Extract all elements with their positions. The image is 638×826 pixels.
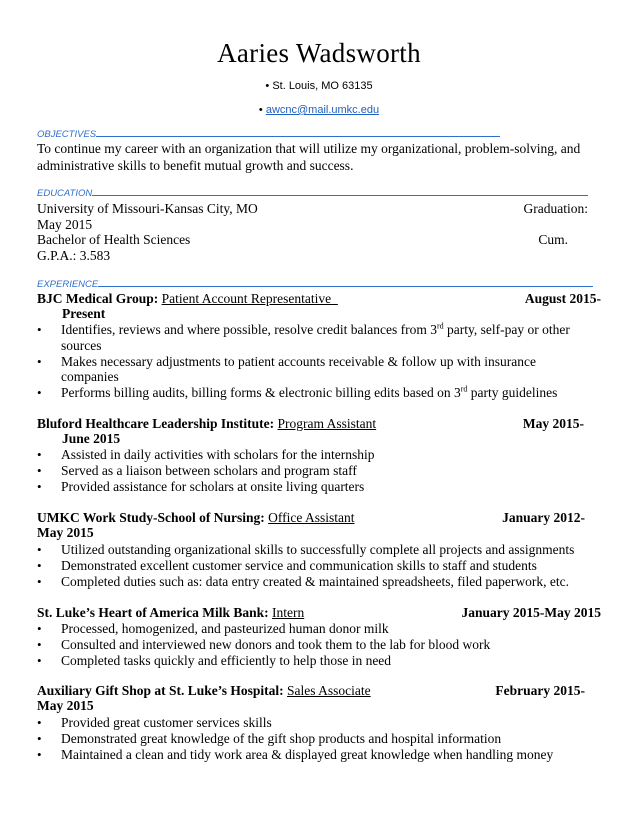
job-employer: Auxiliary Gift Shop at St. Luke’s Hospital: — [37, 683, 284, 698]
bullet-icon: • — [258, 104, 263, 116]
list-bullet: • — [37, 731, 42, 746]
education-graduation-label: Graduation: — [523, 201, 588, 216]
bullet-icon: • — [265, 80, 270, 92]
location-text: St. Louis, MO 63135 — [272, 80, 373, 92]
list-item: Provided assistance for scholars at onsite living quarters — [61, 479, 365, 494]
job-title: Sales Associate — [287, 683, 371, 698]
job-date: August 2015- — [524, 291, 601, 306]
list-item: Demonstrated excellent customer service and communication skills to staff and students — [61, 558, 537, 573]
list-item: Completed duties such as: data entry created & maintained spreadsheets, filed paperwork, etc. — [61, 574, 569, 589]
education-gpa: G.P.A.: 3.583 — [37, 248, 111, 263]
list-item: Consulted and interviewed new donors and took them to the lab for blood work — [61, 637, 491, 652]
objectives-heading: OBJECTIVES — [37, 127, 500, 140]
job-header — [37, 605, 304, 621]
list-item-cont: companies — [61, 369, 119, 384]
objectives-text-line1: To continue my career with an organization that will utilize my organizational, problem-solving, and — [37, 141, 581, 156]
list-bullet: • — [37, 621, 42, 636]
job-header — [37, 683, 371, 699]
job-date-cont: May 2015 — [37, 698, 94, 713]
list-bullet: • — [37, 558, 42, 573]
list-item: Provided great customer services skills — [61, 715, 272, 730]
job-title: Program Assistant — [277, 416, 377, 431]
contact-email — [0, 104, 638, 116]
page-title: Aaries Wadsworth — [217, 38, 421, 68]
job-header — [37, 291, 338, 307]
list-item: Performs billing audits, billing forms & electronic billing edits based on 3rd party guidelines — [61, 384, 558, 400]
job-title: Office Assistant — [268, 510, 355, 525]
list-bullet: • — [37, 715, 42, 730]
job-date: May 2015- — [522, 416, 584, 431]
list-bullet: • — [37, 747, 42, 762]
list-bullet: • — [37, 447, 42, 462]
list-bullet: • — [37, 354, 42, 369]
list-bullet: • — [37, 542, 42, 557]
job-date: January 2015-May 2015 — [461, 605, 601, 620]
job-title: Intern — [271, 605, 305, 620]
list-item: Completed tasks quickly and efficiently to help those in need — [61, 653, 392, 668]
job-employer: BJC Medical Group: — [37, 291, 159, 306]
list-item: Identifies, reviews and where possible, resolve credit balances from 3rd party, self-pay or other — [61, 321, 570, 337]
list-bullet: • — [37, 463, 42, 478]
list-bullet: • — [37, 322, 42, 337]
education-cum: Cum. — [538, 232, 568, 247]
email-link[interactable]: awcnc@mail.umkc.edu — [265, 104, 380, 116]
education-heading: EDUCATION — [37, 186, 588, 199]
list-item: Demonstrated great knowledge of the gift shop products and hospital information — [61, 731, 502, 746]
job-employer: UMKC Work Study-School of Nursing: — [37, 510, 265, 525]
job-employer: St. Luke’s Heart of America Milk Bank: — [37, 605, 269, 620]
list-bullet: • — [37, 653, 42, 668]
list-bullet: • — [37, 574, 42, 589]
list-item-cont: sources — [61, 338, 102, 353]
list-item: Utilized outstanding organizational skills to successfully complete all projects and assignments — [61, 542, 575, 557]
list-bullet: • — [37, 385, 42, 400]
education-school: University of Missouri-Kansas City, MO — [37, 201, 258, 216]
list-item: Served as a liaison between scholars and program staff — [61, 463, 357, 478]
job-date: January 2012- — [502, 510, 585, 525]
list-bullet: • — [37, 479, 42, 494]
experience-heading: EXPERIENCE — [37, 277, 593, 290]
job-header — [37, 510, 355, 526]
list-item: Maintained a clean and tidy work area & displayed great knowledge when handling money — [61, 747, 554, 762]
objectives-text-line2: administrative skills to benefit mutual growth and success. — [37, 158, 354, 173]
job-date-cont: Present — [62, 306, 106, 321]
list-item: Makes necessary adjustments to patient accounts receivable & follow up with insurance — [61, 354, 536, 369]
list-bullet: • — [37, 637, 42, 652]
education-date: May 2015 — [37, 217, 93, 232]
education-degree: Bachelor of Health Sciences — [37, 232, 191, 247]
job-header — [37, 416, 376, 432]
job-date: February 2015- — [495, 683, 585, 698]
job-title: Patient Account Representative — [161, 291, 332, 306]
list-item: Processed, homogenized, and pasteurized human donor milk — [61, 621, 389, 636]
job-date-cont: May 2015 — [37, 525, 94, 540]
list-item: Assisted in daily activities with scholars for the internship — [61, 447, 375, 462]
job-employer: Bluford Healthcare Leadership Institute: — [37, 416, 275, 431]
job-date-cont: June 2015 — [62, 431, 121, 446]
contact-location — [0, 80, 638, 92]
